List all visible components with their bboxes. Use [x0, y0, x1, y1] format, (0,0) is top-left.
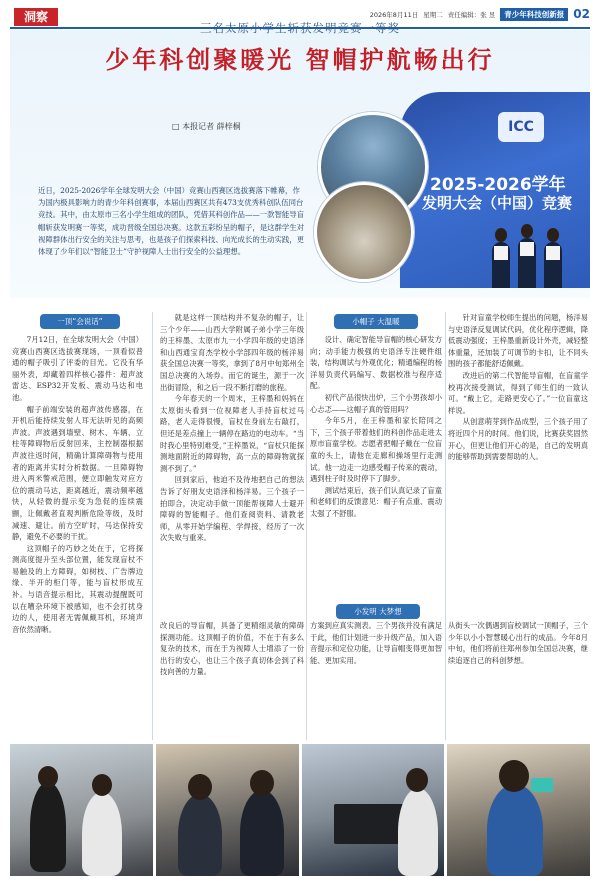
person-figure [178, 794, 222, 876]
lower-column-3 [310, 620, 442, 666]
paragraph: 今年5月，在王梓墨和家长陪同之下，三个孩子带着他们的科创作品走进太原市盲童学校。志愿者把帽子戴在一位盲童的头上，请他在走廊和操场里行走测试。他一边走一边感受帽子传来的震动，遇到柱子时及时停下了脚步。 [310, 416, 442, 484]
issue-date: 2026年8月11日 [369, 10, 419, 19]
person-head [38, 766, 58, 788]
person-figure [82, 792, 122, 876]
smart-cap-device [531, 778, 553, 792]
paragraph: 就是这样一顶结构并不复杂的帽子，让三个少年——山西大学附属子弟小学三年级的王梓墨、太原市九一小学四年级的史语泽和山西通宝育杰学校小学部四年级的杨洋易获全国总决赛一等奖，拿到了8月中旬郑州全国总决赛的入场券。而它的诞生，源于一次出街冒险，和之后一段不断打磨的旅程。 [160, 313, 304, 392]
section-heading-2: 小帽子 大温暖 [334, 314, 418, 329]
award-stage-photo [400, 92, 590, 288]
paragraph: 改良后的导盲帽，具备了更精细灵敏的障碍探测功能。这顶帽子的价值，不在于有多么复杂的技术，而在于为视障人士增添了一份出行的安心，也让三个孩子真切体会到了科技向善的力量。 [160, 621, 304, 677]
header-meta [370, 7, 590, 21]
person-head [406, 768, 428, 792]
article-subtitle: 三名太原小学生斩获发明竞赛一等奖 [200, 21, 400, 35]
paragraph: 今年春天的一个周末，王梓墨和妈妈在太原街头看到一位视障老人手持盲杖过马路，老人走得很慢，盲杖在身前左右敲打，但还是差点撞上一辆停在路边的电动车。“当时我心里特别难受，”王梓墨说，“盲杖只能探测地面附近的障碍物，高一点的障碍物就探测不到了。” [160, 394, 304, 473]
paper-name: 青少年科技创新报 [500, 8, 568, 21]
banner-line-1: 2025-2026学年 [430, 175, 566, 195]
column-divider [152, 312, 153, 740]
photo-strip [10, 744, 590, 876]
section-heading-3: 小发明 大梦想 [336, 604, 420, 619]
column-divider [306, 312, 307, 740]
lower-column-4 [448, 620, 588, 666]
paragraph: 设计、确定智能导盲帽的核心研发方向；动手能力极强的史语泽专注硬件组装，结构调试与外观优化；精通编程的杨洋易负责代码编写、数据校准与程序适配。 [310, 335, 442, 391]
testing-photo [302, 744, 445, 876]
person-figure [398, 788, 438, 876]
paragraph: 针对盲童学校师生提出的问题，杨洋易与史语泽反复调试代码，优化程序逻辑，降低震动强度；王梓墨重新设计外壳，减轻整体重量，还加装了可调节的卡扣，让不同头围的孩子都能舒适佩戴。 [448, 313, 588, 369]
body-column-1 [12, 334, 143, 635]
person-head [92, 774, 112, 796]
person-figure [487, 784, 543, 876]
body-column-2 [160, 312, 304, 544]
person-figure [30, 782, 66, 872]
paragraph: 这顶帽子的巧妙之处在于，它将探测高度提升至头部位置，能发现盲杖不易触及的上方障碍，如树枝、广告牌边缘、半开的柜门等，能与盲杖形成互补。与语音提示相比，其震动提醒既可以在嘈杂环境下被感知，也不会打扰身边的人，使用者无需佩戴耳机，环境声音依然清晰。 [12, 543, 143, 634]
lower-column-2 [160, 620, 304, 678]
section-tag: 洞察 [14, 8, 58, 26]
paragraph: 帽子前端安装的超声波传感器，在开机后能持续发射人耳无法听见的高频声波。声波遇到墙壁、树木、车辆、立柱等障碍物后反射回来，主控制器根据声波往返时间，精确计算障碍物与使用者的距离并实时分析数据。一旦障碍物进入两米警戒范围，便立即触发对应方位的震动马达，距离越近，震动频率越快，从轻微的提示变为急促的连续震颤，让佩戴者直观判断危险等级，及时减速、避让。前方空旷时，马达保持安静，避免不必要的干扰。 [12, 404, 143, 542]
person-head [188, 774, 212, 800]
paragraph: 回到家后，他迫不及待地把自己的想法告诉了好朋友史语泽和杨洋易。三个孩子一拍即合，决定动手做一顶能帮视障人士避开障碍的智能帽子。他们查阅资料、请教老师，从零开始学编程、学焊接，经历了一次次失败与重来。 [160, 475, 304, 543]
assembly-photo [156, 744, 299, 876]
paragraph: 7月12日，在全球发明大会（中国）竞赛山西赛区选拔赛现场，一顶看似普通的帽子吸引了评委的目光。它没有华丽外表，却藏着四样核心器件：超声波雷达、ESP32开发板、震动马达和电池。 [12, 335, 143, 402]
article-lead: 近日，2025-2026学年全球发明大会（中国）竞赛山西赛区选拔赛落下帷幕，作为国内极具影响力的青少年科创赛事，本届山西赛区共有473支优秀科创队伍同台竞技。其中，由太原市三名小学生组成的团队，凭借其科创作品——一款智能导盲帽斩获发明赛一等奖，成功晋级全国总决赛。这款五彩纷呈的帽子，是这群学生对视障群体出行安全的关注与思考，也是孩子们探索科技、向光成长的生动实践，更体现了少年们以“智能卫士”守护视障人士出行安全的公益理想。 [38, 186, 305, 257]
paragraph: 从街头一次偶遇到盲校调试一顶帽子，三个少年以小小智慧暖心出行的成品。今年8月中旬，他们将前往郑州参加全国总决赛，继续追逐自己的科创梦想。 [448, 621, 588, 665]
article-byline: □ 本报记者 薛梓桐 [172, 122, 241, 131]
icc-logo: ICC [498, 112, 544, 142]
body-column-3 [310, 334, 442, 520]
article-headline: 少年科创聚暖光 智帽护航畅出行 [105, 46, 495, 74]
column-divider [445, 312, 446, 740]
person-head [250, 770, 274, 796]
paragraph: 方案到应真实测表。三个男孩并没有满足于此，他们计划进一步升级产品，加入语音提示和定位功能，让导盲帽变得更加智能、更加实用。 [310, 621, 442, 665]
body-column-4 [448, 312, 588, 463]
issue-weekday: 星期二 [423, 10, 443, 19]
laptop [334, 804, 404, 844]
paragraph: 初代产品很快出炉，三个小男孩却小心忐忑——这帽子真的管用吗？ [310, 392, 442, 414]
paragraph: 改进后的第二代智能导盲帽，在盲童学校再次接受测试，得到了师生们的一致认可。“戴上它，走路更安心了。”一位盲童这样说。 [448, 370, 588, 415]
paragraph: 从创意萌芽到作品成型，三个孩子用了将近四个月的时间。他们说，比赛获奖固然开心，但更让他们开心的是，自己的发明真的能够帮助到需要帮助的人。 [448, 417, 588, 462]
student-figure [518, 238, 536, 288]
section-heading-1: 一顶“会说话” [40, 314, 120, 329]
byline-text: 本报记者 薛梓桐 [182, 122, 241, 131]
blind-school-photo [314, 182, 414, 282]
paragraph: 测试结束后，孩子们认真记录了盲童和老师们的反馈意见：帽子有点重、震动太强了不舒服。 [310, 485, 442, 518]
student-figure [492, 242, 510, 288]
helmet-photo [447, 744, 590, 876]
page-number: 02 [573, 7, 590, 21]
workshop-photo [10, 744, 153, 876]
person-figure [240, 790, 284, 876]
banner-line-2: 发明大会（中国）竞赛 [422, 194, 573, 212]
editor-credit: 责任编辑：张 昱 [447, 10, 496, 19]
student-figure [544, 242, 562, 288]
